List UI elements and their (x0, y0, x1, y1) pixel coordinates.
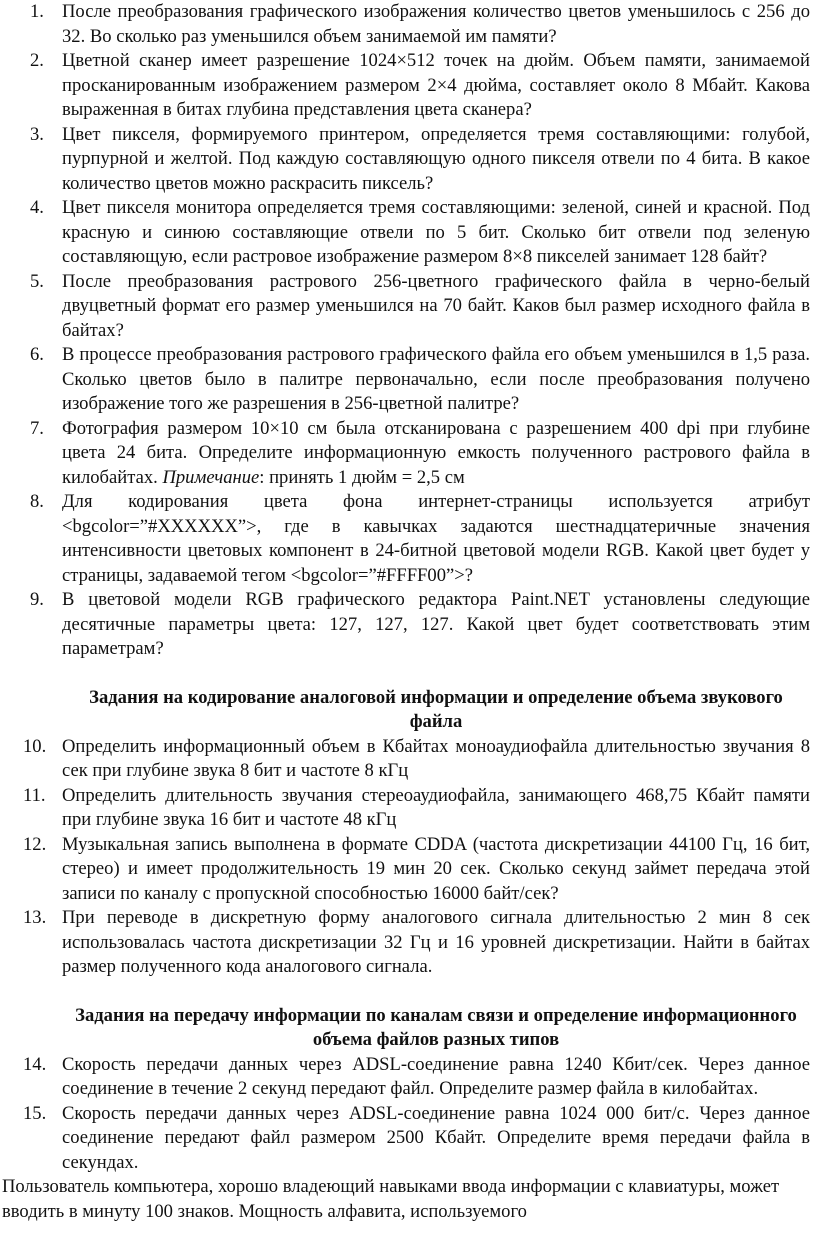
list-item (0, 906, 816, 980)
note-label: Примечание (162, 466, 260, 488)
task-text: Скорость передачи данных через ADSL-соединение равна 1240 Кбит/сек. Через данное соединение в течение 2 секунд передают файл. Определите размер файла в килобайтах. (62, 1053, 810, 1099)
list-item (0, 49, 816, 123)
task-number: 10. (23, 735, 47, 757)
list-item (0, 784, 816, 833)
list-item (0, 1102, 816, 1176)
list-item (0, 1053, 816, 1102)
task-text: Цвет пикселя монитора определяется тремя составляющими: зеленой, синей и красной. Под красную и синюю составляющие отвели по 5 бит. Сколько бит отвели под зеленую составляющую, если растровое изображение размером 8×8 пикселей занимает 128 байт? (62, 197, 810, 267)
task-number: 15. (23, 1102, 47, 1124)
task-number: 14. (23, 1053, 47, 1075)
list-item (0, 343, 816, 417)
list-item (0, 735, 816, 784)
list-item (0, 588, 816, 662)
task-number: 13. (23, 907, 47, 928)
task-text: Цвет пикселя, формируемого принтером, определяется тремя составляющими: голубой, пурпурной и желтой. Под каждую составляющую одного пикселя отвели по 4 бита. В какое количество цветов можно раскрасить пиксель? (62, 123, 810, 194)
task-number: 6. (30, 344, 44, 365)
list-item (0, 0, 816, 49)
task-list-3 (0, 1053, 816, 1176)
task-number: 9. (30, 589, 44, 610)
task-number: 12. (23, 833, 47, 855)
section-heading-audio: Задания на кодирование аналоговой информации и определение объема звукового файла (89, 686, 783, 732)
task-text: Определить длительность звучания стереоаудиофайла, занимающего 468,75 Кбайт памяти при глубине звука 16 бит и частоте 48 кГц (62, 784, 810, 830)
section-heading-transfer: Задания на передачу информации по каналам связи и определение информационного объема файлов разных типов (75, 1004, 797, 1050)
list-item (0, 123, 816, 197)
task-number: 4. (30, 197, 44, 218)
list-item (0, 417, 816, 491)
task-number: 7. (30, 417, 44, 439)
task-text: Для кодирования цвета фона интернет-страницы используется атрибут <bgcolor=”#XXXXXX”>, где в кавычках задаются шестнадцатеричные значения интенсивности цветовых компонент в 24-битной цветовой модели RGB. Какой цвет будет у страницы, задаваемой тегом <bgcolor=”#FFFF00”>? (62, 491, 810, 586)
task-number: 8. (30, 491, 44, 512)
list-item (0, 490, 816, 588)
task-list-2 (0, 735, 816, 980)
task-text: В цветовой модели RGB графического редактора Paint.NET установлены следующие десятичные параметры цвета: 127, 127, 127. Какой цвет будет соответствовать этим параметрам? (62, 589, 810, 659)
task-text: После преобразования растрового 256-цветного графического файла в черно-белый двуцветный формат его размер уменьшился на 70 байт. Каков был размер исходного файла в байтах? (62, 270, 810, 341)
list-item (0, 833, 816, 907)
task-number: 1. (30, 1, 44, 22)
task-text: Скорость передачи данных через ADSL-соединение равна 1024 000 бит/с. Через данное соединение передают файл размером 2500 Кбайт. Определите время передачи файла в секундах. (62, 1102, 810, 1173)
task-text: После преобразования графического изображения количество цветов уменьшилось с 256 до 32. Во сколько раз уменьшился объем занимаемой им памяти? (62, 1, 810, 47)
task-text: Музыкальная запись выполнена в формате CDDA (частота дискретизации 44100 Гц, 16 бит, стерео) и имеет продолжительность 19 мин 20 сек. Сколько секунд займет передача этой записи по каналу с пропускной способностью 16000 байт/сек? (62, 833, 810, 904)
list-item (0, 270, 816, 344)
trailing-paragraph: Пользователь компьютера, хорошо владеющий навыками ввода информации с клавиатуры, может вводить в минуту 100 знаков. Мощность алфавита, используемого (2, 1176, 780, 1222)
task-text: В процессе преобразования растрового графического файла его объем уменьшился в 1,5 раза. Сколько цветов было в палитре первоначально, если после преобразования получено изображение того же разрешения в 256-цветной палитре? (62, 344, 810, 414)
task-text: Определить информационный объем в Кбайтах моноаудиофайла длительностью звучания 8 сек при глубине звука 8 бит и частоте 8 кГц (62, 735, 810, 781)
task-text: Цветной сканер имеет разрешение 1024×512 точек на дюйм. Объем памяти, занимаемой просканированным изображением размером 2×4 дюйма, составляет около 8 Мбайт. Какова выраженная в битах глубина представления цвета сканера? (62, 50, 810, 120)
note-text: : принять 1 дюйм = 2,5 см (259, 466, 465, 488)
task-text: Фотография размером 10×10 см была отсканирована с разрешением 400 dpi при глубине цвета 24 бита. Определите информационную емкость полученного растрового файла в килобайтах. (62, 417, 810, 488)
task-text: При переводе в дискретную форму аналогового сигнала длительностью 2 мин 8 сек использовалась частота дискретизации 32 Гц и 16 уровней дискретизации. Найти в байтах размер полученного кода аналогового сигнала. (62, 907, 810, 977)
list-item (0, 196, 816, 270)
task-number: 11. (23, 784, 46, 806)
task-number: 3. (30, 123, 44, 145)
task-number: 5. (30, 270, 44, 292)
task-number: 2. (30, 50, 44, 71)
